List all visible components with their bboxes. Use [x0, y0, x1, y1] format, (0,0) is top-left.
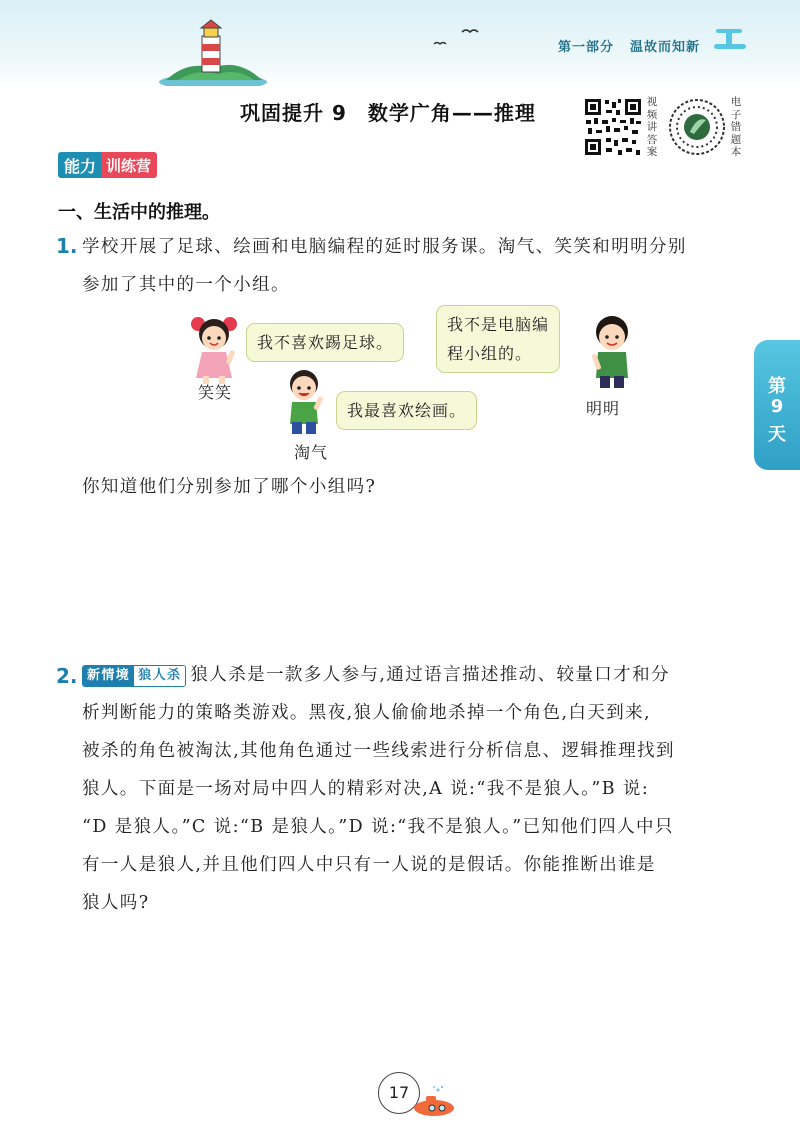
- page-number: 17: [378, 1072, 420, 1114]
- xiaoxiao-speech-bubble: 我不喜欢踢足球。: [246, 323, 404, 362]
- section-heading: 一、生活中的推理。: [58, 202, 220, 223]
- error-book-qr-code[interactable]: [666, 96, 728, 158]
- mingming-boy-illustration: [582, 312, 642, 392]
- day-side-tab[interactable]: 第 9 天: [754, 340, 800, 470]
- badge-ability: 能力: [58, 152, 101, 178]
- header-logo-icon: [712, 26, 748, 52]
- header-label: [558, 36, 700, 55]
- training-camp-badge: [58, 152, 157, 178]
- question-2-number: 2.: [56, 664, 78, 688]
- header-part: 第一部分: [557, 40, 614, 55]
- birds-decoration: [432, 24, 484, 50]
- new-scenario-tag: 新情境 狼人杀: [82, 665, 186, 687]
- error-qr-caption: 电 子 错 题 本: [730, 96, 742, 158]
- question-2-first-line: 新情境 狼人杀 狼人杀是一款多人参与,通过语言描述推动、较量口才和分: [82, 656, 675, 694]
- page-title: 巩固提升 9 数学广角——推理: [240, 101, 536, 125]
- taoqi-boy-illustration: [278, 366, 336, 438]
- badge-camp: 训练营: [101, 152, 157, 178]
- submarine-icon: [408, 1084, 458, 1118]
- question-1-text: 学校开展了足球、绘画和电脑编程的延时服务课。淘气、笑笑和明明分别 参加了其中的一个小组。: [82, 237, 687, 295]
- taoqi-name: 淘气: [294, 443, 329, 462]
- taoqi-speech-bubble: 我最喜欢绘画。: [336, 391, 477, 430]
- question-2-text: 新情境 狼人杀 狼人杀是一款多人参与,通过语言描述推动、较量口才和分 析判断能力的策略类游戏。黑夜,狼人偷偷地杀掉一个角色,白天到来, 被杀的角色被淘汰,其他角色通过一些线索进行分析信息、逻辑推理找到 狼人。下面是一场对局中四人的精彩对决,A 说:“我不是狼人。”B 说: “D 是狼人。”C 说:“B 是狼人。”D 说:“我不是狼人。”已知他们四人中只 有一人是狼人,并且他们四人中只有一人说的是假话。你能推断出谁是 狼人吗?: [82, 656, 675, 922]
- question-1-number: 1.: [56, 234, 78, 258]
- mingming-speech-bubble: 我不是电脑编 程小组的。: [436, 305, 560, 373]
- question-1-prompt: 你知道他们分别参加了哪个小组吗?: [82, 477, 377, 497]
- header-section: 温故而知新: [629, 40, 700, 55]
- xiaoxiao-girl-illustration: [186, 312, 246, 386]
- video-answer-qr-code[interactable]: [582, 96, 644, 158]
- xiaoxiao-name: 笑笑: [198, 383, 233, 402]
- video-qr-caption: 视 频 讲 答 案: [646, 96, 658, 158]
- lighthouse-illustration: [158, 18, 268, 86]
- mingming-name: 明明: [586, 399, 621, 418]
